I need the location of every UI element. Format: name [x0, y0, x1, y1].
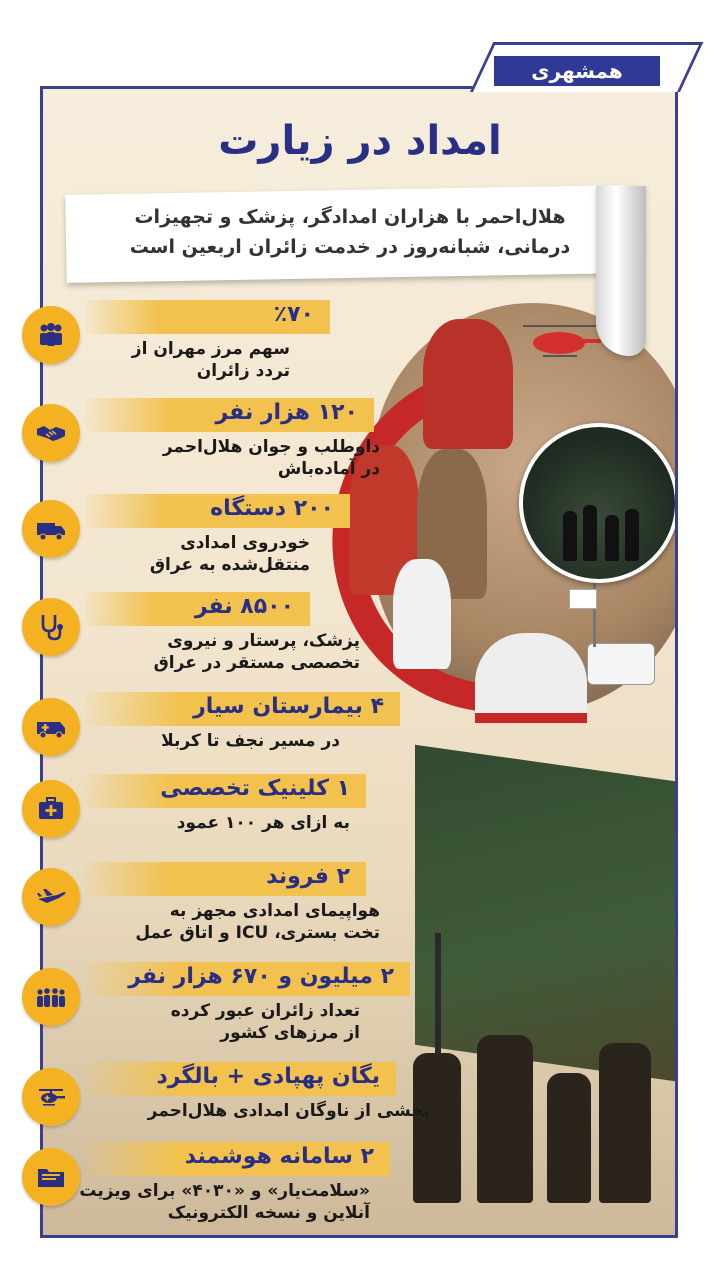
stat-ribbon: [86, 494, 350, 528]
stat-row: [20, 592, 420, 672]
stat-line: داوطلب و جوان هلال‌احمر: [162, 437, 380, 457]
pilgrim-silhouette: [547, 1073, 591, 1203]
pilgrims-silhouettes: [403, 1033, 663, 1203]
stat-description: [171, 1000, 360, 1044]
red-crescent-flag: [569, 589, 597, 609]
stat-description: [148, 1100, 430, 1122]
stat-description: [79, 1180, 370, 1224]
brand-logo: همشهری: [494, 56, 660, 86]
stat-headline: ٪۷۰: [273, 302, 314, 327]
stat-ribbon: [86, 1062, 396, 1096]
stat-description: [135, 900, 380, 944]
stat-ribbon: [86, 592, 310, 626]
night-pilgrims-photo: [519, 423, 678, 583]
stat-headline: یگان پهپادی + بالگرد: [156, 1064, 380, 1089]
stat-headline: ۱۲۰ هزار نفر: [215, 400, 358, 425]
stat-row: [20, 398, 420, 478]
pilgrim-silhouette: [477, 1035, 533, 1203]
ambulance-icon: [22, 698, 80, 756]
stat-line: منتقل‌شده به عراق: [149, 555, 310, 575]
stat-row: [20, 692, 420, 772]
stat-description: [161, 730, 340, 752]
first-aid-kit-icon: [22, 780, 80, 838]
stat-line: به ازای هر ۱۰۰ عمود: [176, 813, 350, 833]
stat-line: آنلاین و نسخه الکترونیک: [167, 1203, 370, 1223]
stat-row: [20, 494, 420, 574]
stat-ribbon: [86, 962, 410, 996]
truck-icon: [22, 500, 80, 558]
subtitle: [90, 202, 610, 262]
group-icon: [22, 306, 80, 364]
stat-line: از مرزهای کشور: [220, 1023, 360, 1043]
stat-ribbon: [86, 774, 366, 808]
stat-ribbon: [86, 692, 400, 726]
stat-headline: ۲۰۰ دستگاه: [210, 496, 334, 521]
stat-row: [20, 962, 420, 1042]
stat-line: تعداد زائران عبور کرده: [170, 1001, 360, 1021]
pilgrim-silhouette: [413, 1053, 461, 1203]
subtitle-line: درمانی، شبانه‌روز در خدمت زائران اربعین است: [129, 236, 571, 258]
stat-headline: ۸۵۰۰ نفر: [194, 594, 294, 619]
crowd-icon: [22, 968, 80, 1026]
stat-row: [20, 1062, 430, 1142]
pilgrim-silhouette: [599, 1043, 651, 1203]
folder-icon: [22, 1148, 80, 1206]
helicopter-icon: [22, 1068, 80, 1126]
stat-description: [150, 532, 310, 576]
stat-description: [177, 812, 350, 834]
stat-description: [132, 338, 290, 382]
airplane-icon: [22, 868, 80, 926]
stat-headline: ۲ سامانه هوشمند: [184, 1144, 374, 1169]
stat-headline: ۴ بیمارستان سیار: [193, 694, 384, 719]
stat-row: [20, 1142, 420, 1222]
stat-line: «سلامت‌یار» و «۴۰۳۰» برای ویزیت: [79, 1181, 370, 1201]
stat-headline: ۱ کلینیک تخصصی: [160, 776, 350, 801]
stat-ribbon: [86, 300, 330, 334]
rescuer-figure: [423, 319, 513, 449]
stat-line: بخشی از ناوگان امدادی هلال‌احمر: [147, 1101, 430, 1121]
helicopter-illustration: [513, 323, 603, 363]
stat-ribbon: [86, 862, 366, 896]
handshake-icon: [22, 404, 80, 462]
stat-line: تردد زائران: [196, 361, 290, 381]
subtitle-line: هلال‌احمر با هزاران امدادگر، پزشک و تجهیزات: [134, 206, 566, 228]
pilgrim-silhouette: [563, 511, 577, 561]
stat-row: [20, 774, 420, 854]
stat-description: [163, 436, 380, 480]
stat-headline: ۲ میلیون و ۶۷۰ هزار نفر: [128, 964, 394, 989]
page-title: امداد در زیارت: [218, 118, 502, 164]
stat-line: پزشک، پرستار و نیروی: [167, 631, 360, 651]
ambulance-vehicle: [587, 643, 655, 685]
pilgrim-silhouette: [625, 509, 639, 561]
stat-line: سهم مرز مهران از: [131, 339, 290, 359]
stat-line: خودروی امدادی: [180, 533, 310, 553]
stethoscope-icon: [22, 598, 80, 656]
stat-ribbon: [86, 398, 374, 432]
pilgrim-silhouette: [605, 515, 619, 561]
stat-row: [20, 300, 420, 380]
stat-row: [20, 862, 420, 942]
stat-description: [154, 630, 360, 674]
pilgrim-silhouette: [583, 505, 597, 561]
stat-line: در مسیر نجف تا کربلا: [161, 731, 340, 751]
stat-line: هواپیمای امدادی مجهز به: [169, 901, 380, 921]
stat-ribbon: [86, 1142, 390, 1176]
green-banner-flag: [415, 745, 675, 1082]
stat-headline: ۲ فروند: [266, 864, 350, 889]
stat-line: تخصصی مستقر در عراق: [153, 653, 360, 673]
stat-line: در آماده‌باش: [277, 459, 380, 479]
field-tent: [475, 633, 587, 723]
stat-line: تخت بستری، ICU و اتاق عمل: [135, 923, 380, 943]
